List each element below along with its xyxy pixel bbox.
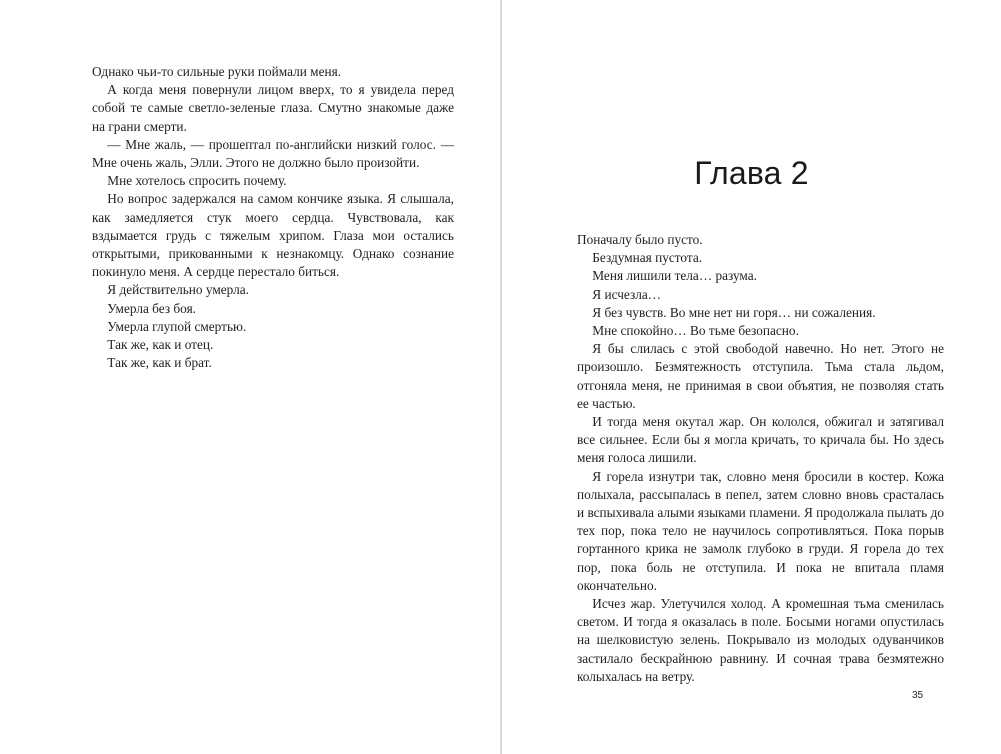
paragraph: Поначалу было пусто. (577, 232, 703, 247)
paragraph: Бездумная пустота. (592, 250, 703, 266)
paragraph: Мне хотелось спросить почему. (107, 173, 287, 189)
paragraph: Меня лишили тела… разума. (592, 268, 757, 284)
paragraph: А когда меня повернули лицом вверх, то я увидела перед собой те самые светло-зеленые глаза. Смутно знакомые даже на грани смерти. (92, 82, 454, 134)
chapter-title: Глава 2 (694, 155, 809, 192)
paragraph: — Мне жаль, — прошептал по-английски низкий голос. — Мне очень жаль, Элли. Этого не должно было произойти. (92, 136, 454, 171)
right-page-text (577, 231, 944, 686)
right-page (502, 0, 1001, 754)
paragraph: Мне спокойно… Во тьме безопасно. (592, 323, 799, 339)
paragraph: Умерла глупой смертью. (107, 318, 247, 334)
paragraph: Но вопрос задержался на самом кончике языка. Я слышала, как замедляется стук моего сердца. Чувствовала, как вздымается грудь с тяжелым хрипом. Глаза мои остались открытыми, прикованными к незнакомцу. Однако сознание покинуло меня. А сердце перестало биться. (92, 191, 454, 280)
paragraph: Я горела изнутри так, словно меня бросили в костер. Кожа полыхала, рассыпалась в пепел, затем словно вновь срасталась и вспыхивала алыми языками пламени. Я продолжала пылать до тех пор, пока тело не научилось сопротивляться. Пока порыв гортанного крика не замолк глубоко в груди. Я горела до тех пор, пока боль не отступила. И пока не впитала пламя окончательно. (577, 468, 944, 593)
paragraph: Так же, как и отец. (107, 337, 214, 353)
paragraph: Я без чувств. Во мне нет ни горя… ни сожаления. (592, 304, 876, 320)
paragraph: Исчез жар. Улетучился холод. А кромешная тьма сменилась светом. И тогда я оказалась в поле. Босыми ногами опустилась на шелковистую зелень. Покрывало из молодых одуванчиков застилало бескрайнюю равнину. И сочная трава безмятежно колыхалась на ветру. (577, 596, 944, 684)
left-page (0, 0, 500, 754)
page-number: 35 (912, 690, 924, 701)
paragraph: Умерла без боя. (107, 300, 197, 316)
paragraph: Я бы слилась с этой свободой навечно. Но нет. Этого не произошло. Безмятежность отступила. Тьма стала льдом, отгоняла меня, не принимая в свои объятия, не позволяя стать ее частью. (577, 341, 944, 411)
paragraph: Однако чьи-то сильные руки поймали меня. (92, 64, 342, 79)
paragraph: Я действительно умерла. (107, 282, 249, 298)
left-page-text (92, 63, 454, 372)
paragraph: Я исчезла… (592, 286, 662, 302)
paragraph: И тогда меня окутал жар. Он кололся, обжигал и затягивал все сильнее. Если бы я могла кричать, то кричала бы. Но здесь меня голоса лишили. (577, 414, 944, 466)
paragraph: Так же, как и брат. (107, 355, 212, 371)
